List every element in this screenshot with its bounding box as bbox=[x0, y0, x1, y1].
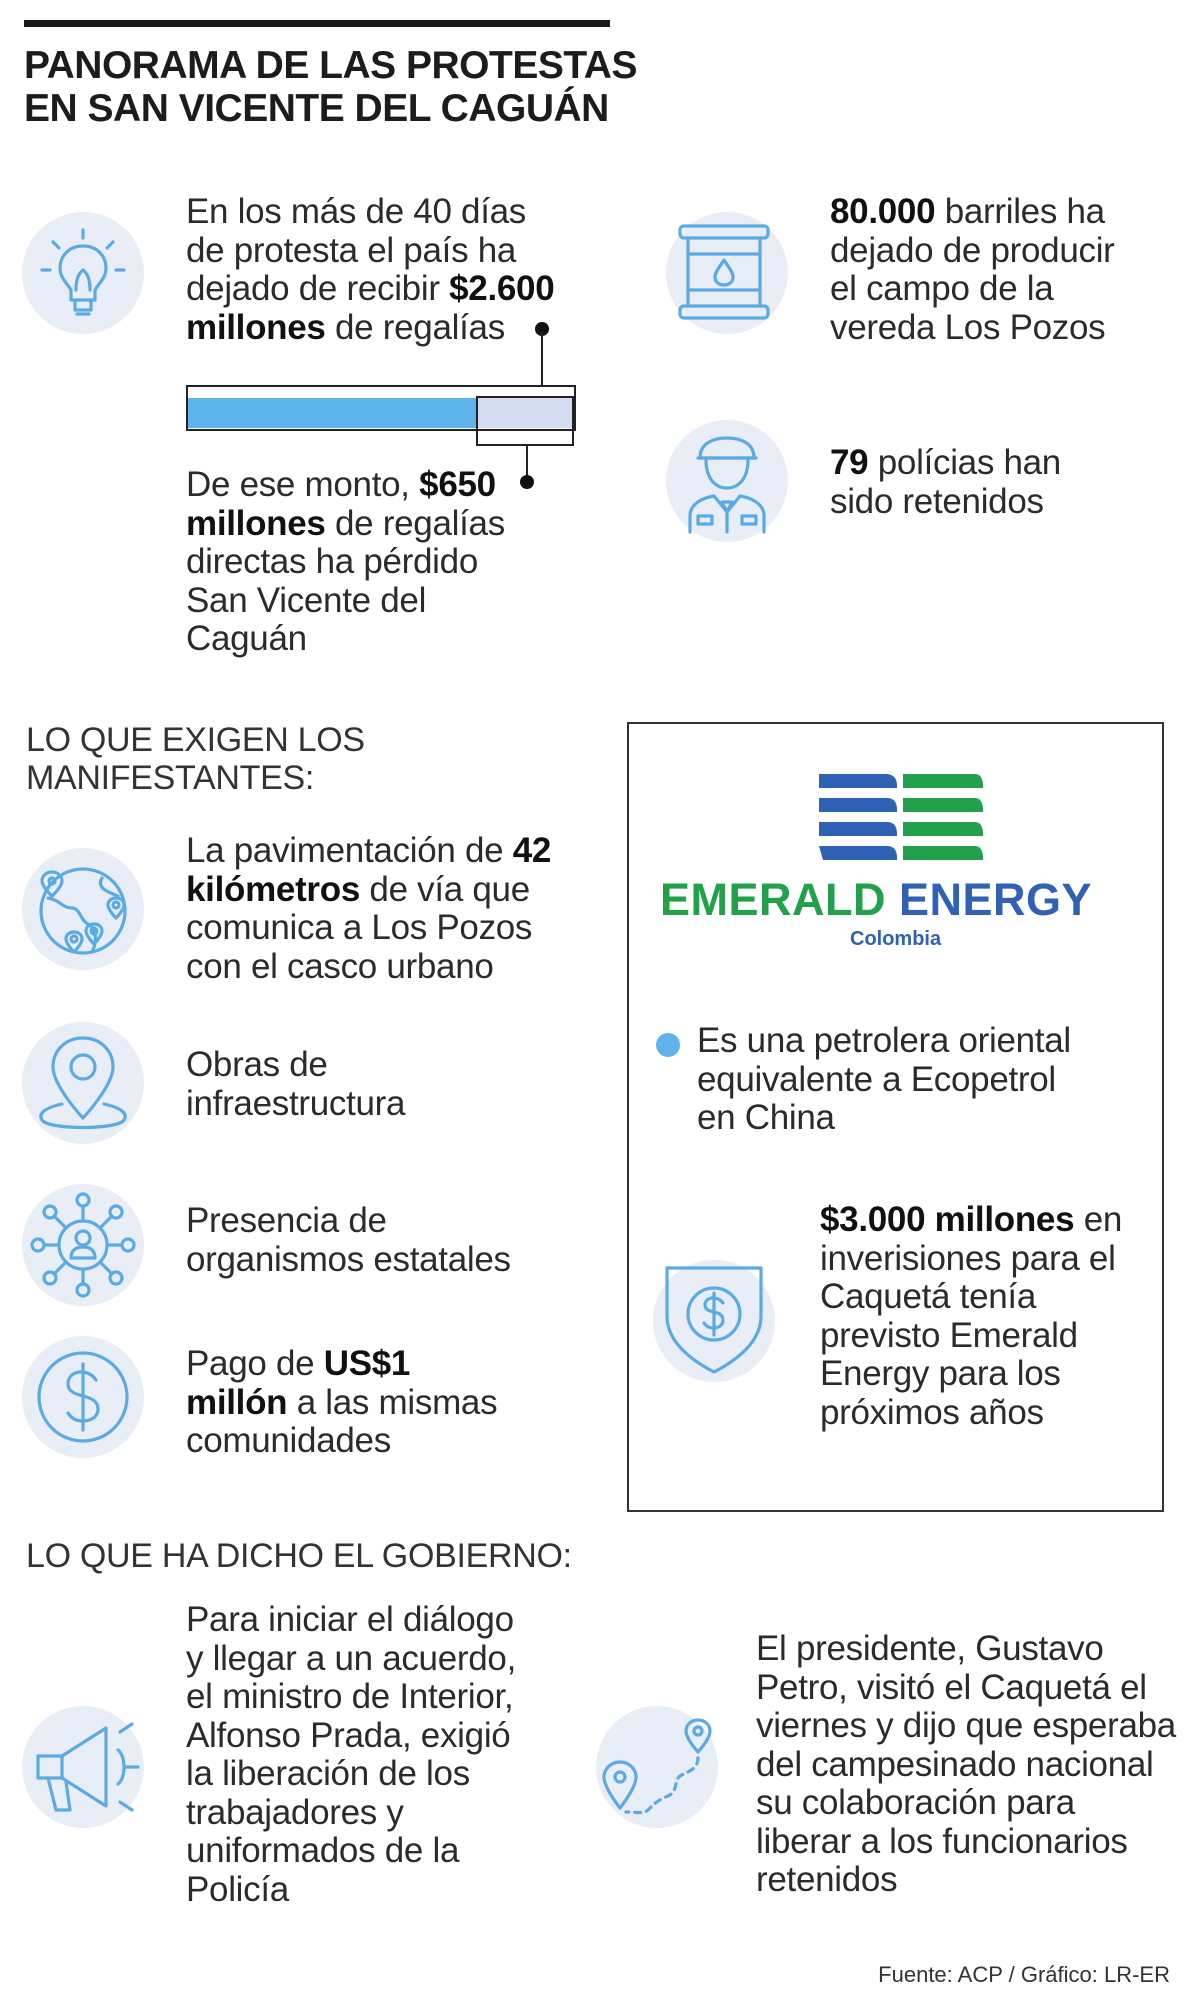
gobierno-right-line: su colaboración para bbox=[756, 1783, 1075, 1822]
exigen-unit: kilómetros bbox=[186, 869, 360, 909]
emerald-logo-sub: Colombia bbox=[850, 928, 942, 950]
exigen-line: comunica a Los Pozos bbox=[186, 908, 533, 947]
exigen-line: Presencia de bbox=[186, 1201, 387, 1240]
exigen-unit: millón bbox=[186, 1382, 288, 1422]
logo-word-energy: ENERGY bbox=[899, 874, 1093, 925]
barriles-line: vereda Los Pozos bbox=[830, 307, 1106, 347]
location-pin-icon bbox=[22, 1022, 144, 1144]
globe-pins-icon bbox=[22, 848, 144, 970]
emerald-line: Es una petrolera oriental bbox=[697, 1021, 1071, 1060]
detail-line: Caguán bbox=[186, 619, 307, 658]
exigen-number: US$1 bbox=[323, 1344, 411, 1383]
share-marker-dot bbox=[520, 475, 534, 489]
exigen-line: con el casco urbano bbox=[186, 946, 494, 986]
regalias-amount: $2.600 bbox=[449, 269, 555, 308]
regalias-line: de protesta el país ha bbox=[186, 230, 517, 270]
detail-amount-unit: millones bbox=[186, 503, 326, 543]
exigen-item-4 bbox=[186, 1345, 497, 1461]
barriles-line: el campo de la bbox=[830, 269, 1054, 308]
exigen-heading bbox=[26, 721, 365, 797]
detail-amount: $650 bbox=[419, 465, 496, 504]
total-marker-line bbox=[541, 332, 543, 386]
policias-number: 79 bbox=[830, 443, 869, 482]
barriles-line: dejado de producir bbox=[830, 230, 1115, 270]
emerald-line: equivalente a Ecopetrol bbox=[697, 1059, 1056, 1099]
oil-barrel-icon bbox=[666, 212, 788, 334]
emerald-logo-mark bbox=[815, 774, 985, 865]
inversiones-line: Energy para los bbox=[820, 1354, 1061, 1393]
dollar-shield-icon bbox=[653, 1260, 775, 1382]
exigen-number: 42 bbox=[512, 831, 552, 870]
exigen-heading-line: MANIFESTANTES: bbox=[26, 759, 314, 797]
regalias-amount-unit: millones bbox=[186, 307, 326, 347]
barriles-line: barriles ha bbox=[935, 192, 1105, 231]
exigen-item-2 bbox=[186, 1046, 405, 1123]
gobierno-heading bbox=[26, 1537, 572, 1575]
gobierno-right-line: liberar a los funcionarios bbox=[756, 1821, 1128, 1861]
gobierno-right-line: Petro, visitó el Caquetá el bbox=[756, 1667, 1147, 1707]
police-officer-icon bbox=[666, 420, 788, 542]
exigen-line: de vía que bbox=[360, 869, 530, 909]
exigen-line: Pago de bbox=[186, 1344, 324, 1383]
gobierno-right-line: viernes y dijo que esperaba bbox=[756, 1706, 1176, 1745]
exigen-line: comunidades bbox=[186, 1421, 391, 1460]
regalias-line: dejado de recibir bbox=[186, 269, 450, 308]
inversiones-line: previsto Emerald bbox=[820, 1315, 1078, 1355]
gobierno-right-line: El presidente, Gustavo bbox=[756, 1629, 1104, 1668]
exigen-line: a las mismas bbox=[287, 1382, 498, 1422]
emerald-description bbox=[697, 1022, 1071, 1138]
gobierno-left-text bbox=[186, 1601, 516, 1909]
exigen-line: infraestructura bbox=[186, 1083, 406, 1123]
gobierno-left-line: Alfonso Prada, exigió bbox=[186, 1715, 511, 1755]
gobierno-right-text bbox=[756, 1630, 1176, 1900]
inversiones-amount: $3.000 millones bbox=[820, 1200, 1075, 1239]
gobierno-left-line: y llegar a un acuerdo, bbox=[186, 1638, 517, 1678]
network-person-icon bbox=[22, 1184, 144, 1306]
exigen-item-1 bbox=[186, 832, 551, 986]
gobierno-left-line: el ministro de Interior, bbox=[186, 1677, 514, 1716]
barriles-text bbox=[830, 193, 1115, 347]
dollar-coin-icon bbox=[22, 1336, 144, 1458]
exigen-heading-line: LO QUE EXIGEN LOS bbox=[26, 721, 365, 759]
emerald-bullet bbox=[656, 1033, 680, 1057]
inversiones-line: inverisiones para el bbox=[820, 1238, 1116, 1278]
gobierno-heading-line: LO QUE HA DICHO EL GOBIERNO: bbox=[26, 1537, 572, 1575]
page-title bbox=[24, 44, 637, 130]
inversiones-line: Caquetá tenía bbox=[820, 1277, 1036, 1316]
gobierno-left-line: trabajadores y bbox=[186, 1792, 404, 1832]
gobierno-right-line: retenidos bbox=[756, 1860, 898, 1899]
inversiones-line: en bbox=[1074, 1200, 1123, 1239]
gobierno-right-line: del campesinado nacional bbox=[756, 1744, 1154, 1784]
title-line-1: PANORAMA DE LAS PROTESTAS bbox=[24, 44, 637, 87]
exigen-line: Obras de bbox=[186, 1045, 328, 1084]
inversiones-text bbox=[820, 1201, 1122, 1432]
gobierno-left-line: Para iniciar el diálogo bbox=[186, 1600, 514, 1639]
megaphone-icon bbox=[22, 1706, 144, 1828]
exigen-line: organismos estatales bbox=[186, 1239, 511, 1279]
detail-line: directas ha pérdido bbox=[186, 542, 478, 581]
policias-line: sido retenidos bbox=[830, 481, 1044, 521]
source-credit: Fuente: ACP / Gráfico: LR-ER bbox=[878, 1962, 1170, 1987]
lightbulb-icon bbox=[22, 212, 144, 334]
title-line-2: EN SAN VICENTE DEL CAGUÁN bbox=[24, 87, 609, 130]
detail-line: De ese monto, bbox=[186, 465, 420, 504]
policias-text bbox=[830, 444, 1061, 521]
regalias-text bbox=[186, 193, 554, 347]
gobierno-left-line: la liberación de los bbox=[186, 1754, 470, 1793]
gobierno-left-line: uniformados de la bbox=[186, 1831, 460, 1870]
regalias-line: de regalías bbox=[325, 307, 505, 347]
regalias-bar-fill bbox=[188, 398, 478, 428]
regalias-line: En los más de 40 días bbox=[186, 192, 527, 231]
detail-line: San Vicente del bbox=[186, 580, 427, 620]
top-rule bbox=[24, 20, 610, 27]
emerald-logo-text bbox=[660, 874, 1092, 926]
exigen-item-3 bbox=[186, 1202, 511, 1279]
exigen-line: La pavimentación de bbox=[186, 831, 513, 870]
detail-line: de regalías bbox=[325, 503, 505, 543]
barriles-number: 80.000 bbox=[830, 192, 936, 231]
logo-word-emerald: EMERALD bbox=[660, 874, 886, 925]
inversiones-line: próximos años bbox=[820, 1392, 1044, 1432]
regalias-detail bbox=[186, 466, 505, 659]
policias-line: polícias han bbox=[868, 443, 1061, 482]
gobierno-left-line: Policía bbox=[186, 1869, 289, 1909]
emerald-line: en China bbox=[697, 1098, 835, 1137]
route-map-icon bbox=[596, 1706, 718, 1828]
regalias-share-box bbox=[476, 396, 574, 446]
